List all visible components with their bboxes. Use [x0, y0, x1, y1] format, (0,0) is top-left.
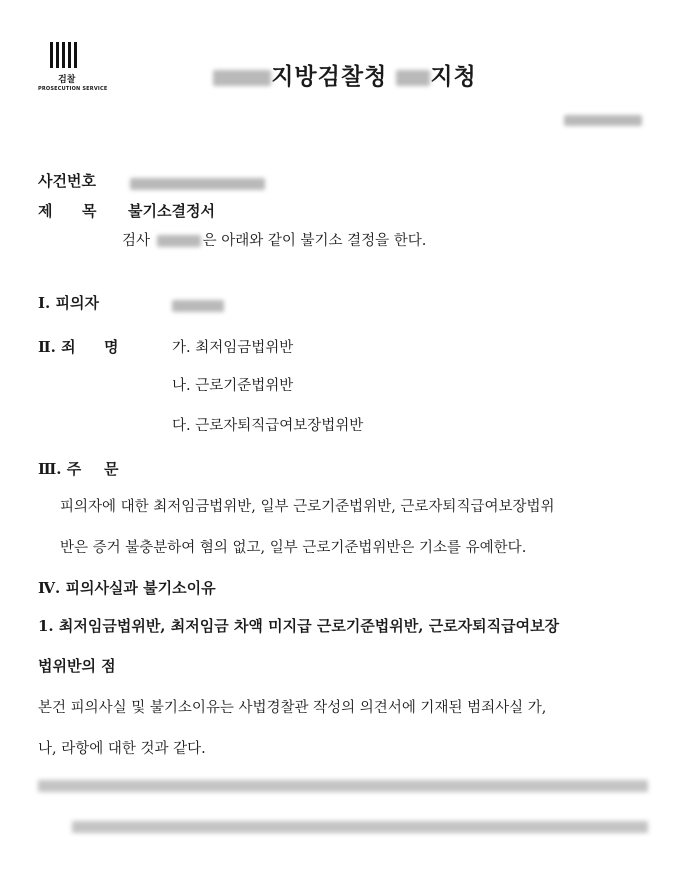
title-label-1: 제 [38, 202, 53, 220]
reason-line-2: 나, 라항에 대한 것과 같다. [38, 741, 206, 757]
section-4-heading: Ⅳ. 피의사실과 불기소이유 [38, 579, 216, 597]
office-part-1: 지방검찰청 [271, 63, 388, 90]
section-4-sub-heading-1: 1. 최저임금법위반, 최저임금 차액 미지급 근로기준법위반, 근로자퇴직급여보장 [38, 617, 560, 635]
section-2-heading-2: 명 [104, 338, 119, 356]
intro-line [122, 229, 426, 250]
title-label-2: 목 [82, 202, 97, 220]
redacted-branch [396, 70, 430, 86]
section-3-heading-2: 문 [104, 460, 119, 478]
case-number-label: 사건번호 [38, 172, 96, 190]
section-2-heading-1: Ⅱ. 죄 [38, 338, 76, 356]
document-date [564, 110, 642, 129]
ruling-line-1: 피의자에 대한 최저임금법위반, 일부 근로기준법위반, 근로자퇴직급여보장법위 [60, 499, 555, 515]
suspect-name [172, 295, 224, 314]
intro-prefix: 검사 [122, 233, 151, 249]
case-number-value [130, 173, 265, 192]
ruling-line-2: 반은 증거 불충분하여 혐의 없고, 일부 근로기준법위반은 기소를 유예한다. [60, 540, 527, 556]
redacted-suspect [172, 300, 224, 312]
office-part-2: 지청 [430, 63, 477, 90]
charge-item-3: 다. 근로자퇴직급여보장법위반 [172, 418, 364, 434]
redacted-text-line-1 [38, 780, 648, 792]
redacted-region [213, 70, 271, 86]
reason-line-1: 본건 피의사실 및 불기소이유는 사법경찰관 작성의 의견서에 기재된 범죄사실 가, [38, 700, 547, 716]
charge-item-2: 나. 근로기준법위반 [172, 378, 294, 394]
section-1-heading: Ⅰ. 피의자 [38, 294, 99, 312]
redacted-date [564, 115, 642, 126]
intro-suffix: 은 아래와 같이 불기소 결정을 한다. [202, 233, 427, 249]
redacted-case-number [130, 178, 265, 190]
charge-item-1: 가. 최저임금법위반 [172, 340, 294, 356]
logo-name: 검찰 [58, 75, 76, 85]
section-4-sub-heading-2: 법위반의 점 [38, 657, 116, 675]
logo-subtitle: PROSECUTION SERVICE [38, 86, 108, 92]
office-title [0, 58, 690, 91]
section-3-heading-1: Ⅲ. 주 [38, 460, 82, 478]
redacted-text-line-2 [72, 821, 648, 833]
redacted-prosecutor [157, 235, 201, 247]
title-value: 불기소결정서 [128, 202, 215, 220]
